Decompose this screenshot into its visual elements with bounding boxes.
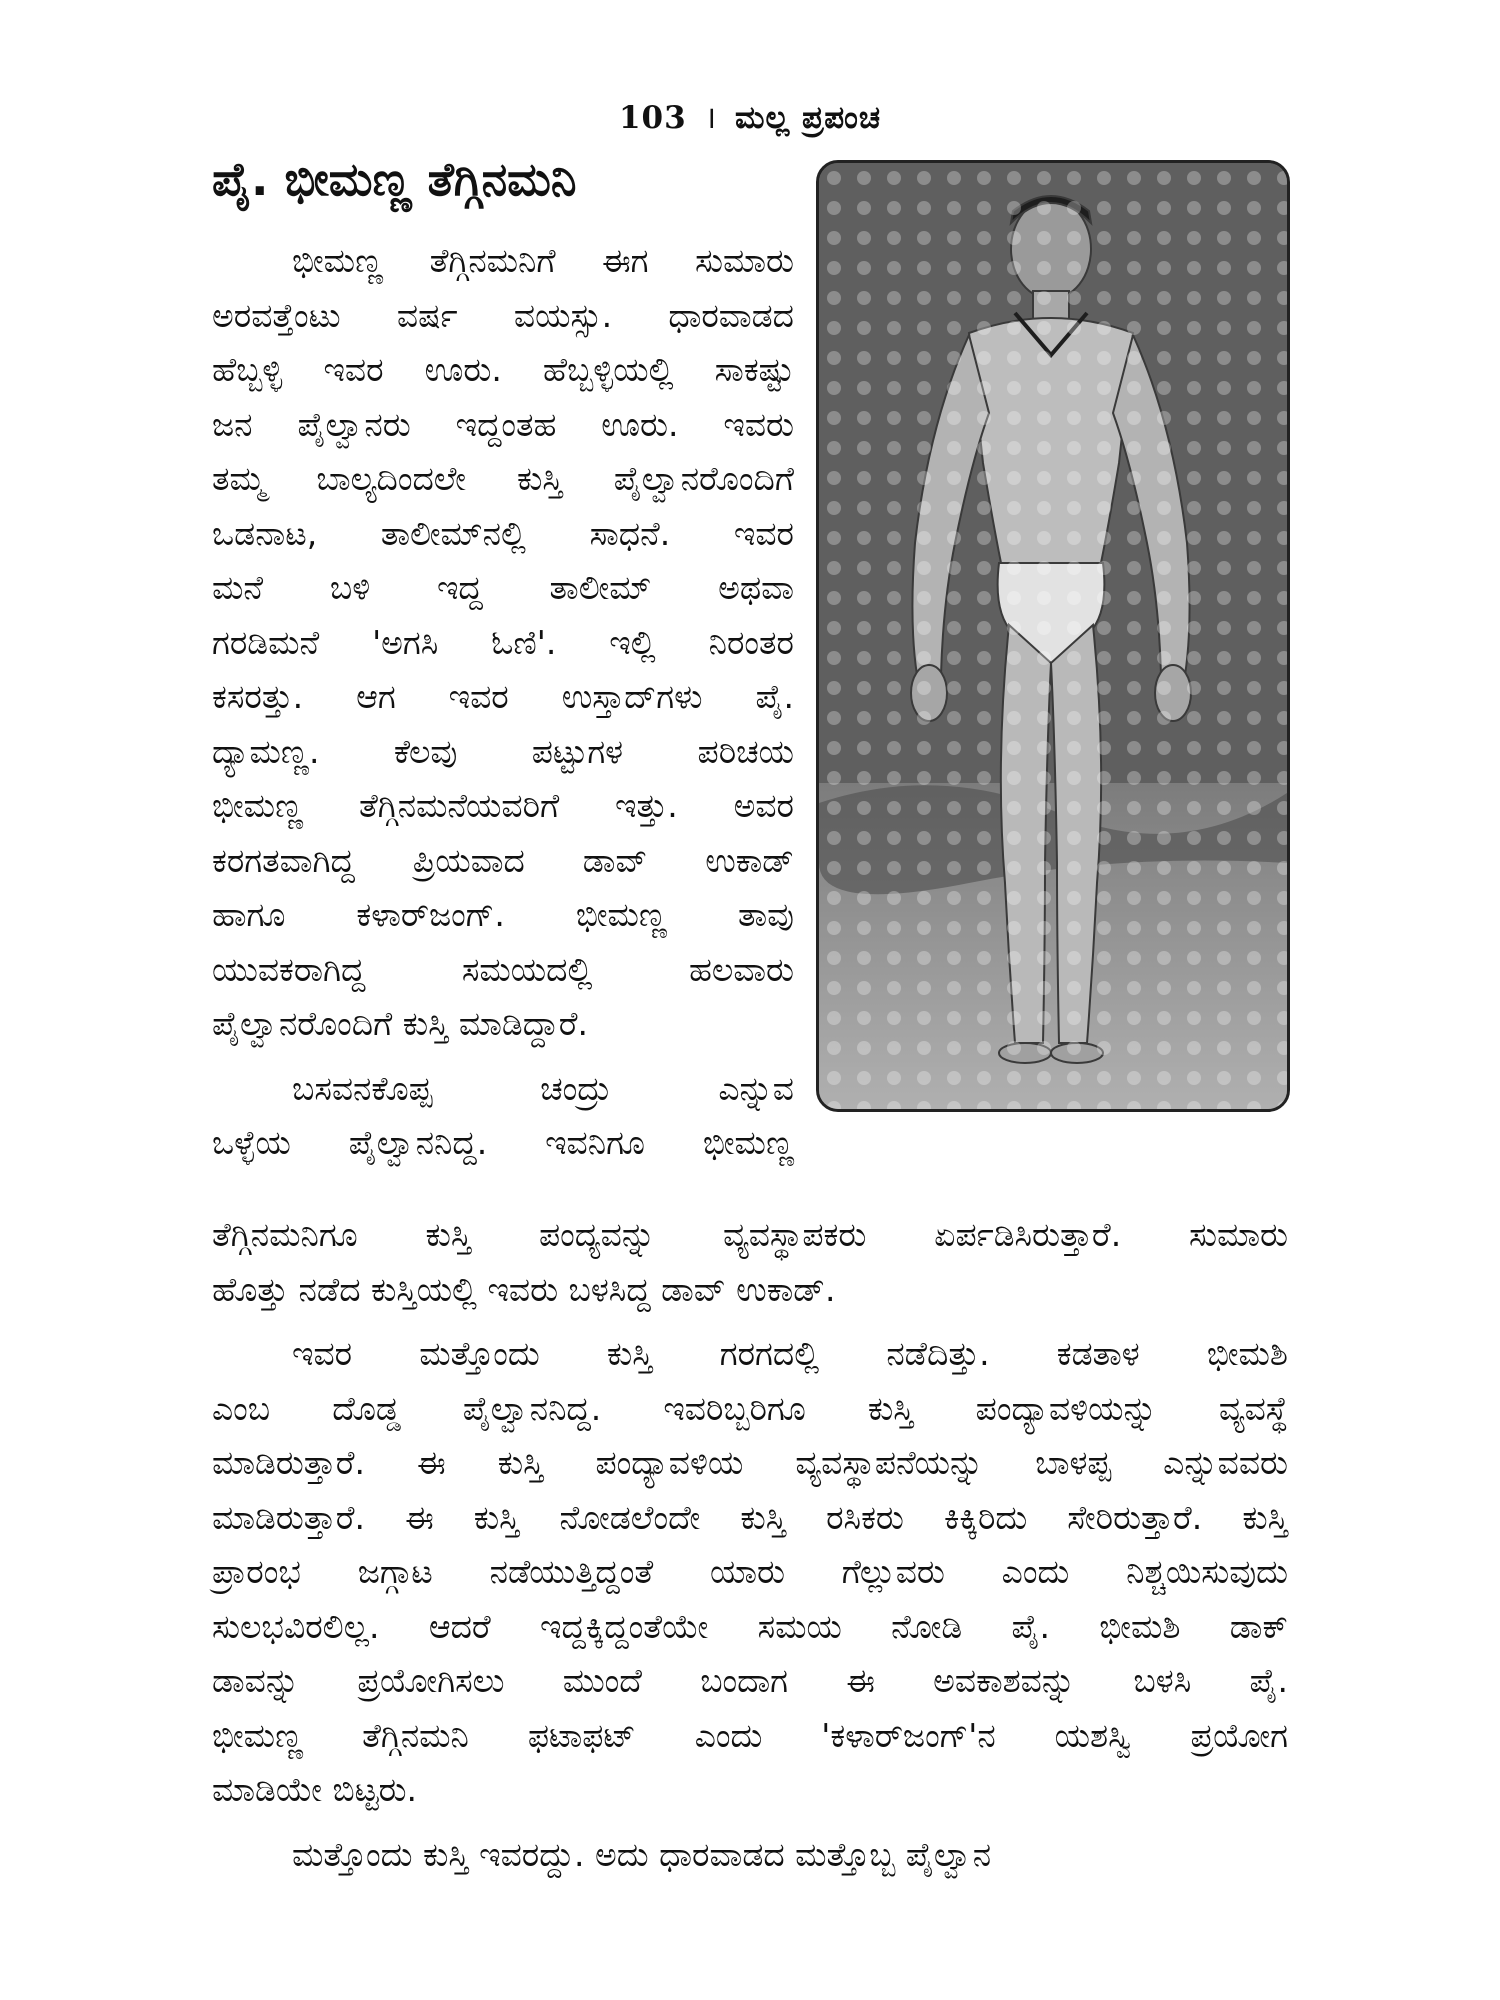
text-line: ಸುಲಭವಿರಲಿಲ್ಲ. ಆದರೆ ಇದ್ದಕ್ಕಿದ್ದಂತೆಯೇ ಸಮಯ ನೋಡಿ ಪೈ. ಭೀಮಶಿ ಡಾಕ್ [212, 1606, 1288, 1646]
text-line: ಭೀಮಣ್ಣ ತೆಗ್ಗಿನಮನಿಗೆ ಈಗ ಸುಮಾರು [292, 241, 794, 280]
full-width-text [212, 1208, 1288, 1882]
text-line: ಭೀಮಣ್ಣ ತೆಗ್ಗಿನಮನಿ ಫಟಾಫಟ್ ಎಂದು 'ಕಳಾರ್‌ಜಂಗ್'ನ ಯಶಸ್ವಿ ಪ್ರಯೋಗ [212, 1715, 1288, 1755]
text-line: ಹೆಬ್ಬಳ್ಳಿ ಇವರ ಊರು. ಹೆಬ್ಬಳ್ಳಿಯಲ್ಲಿ ಸಾಕಷ್ಟು [212, 350, 794, 389]
text-line: ಪ್ರಾರಂಭ ಜಗ್ಗಾಟ ನಡೆಯುತ್ತಿದ್ದಂತೆ ಯಾರು ಗೆಲ್ಲುವರು ಎಂದು ನಿಶ್ಚಯಿಸುವುದು [212, 1552, 1288, 1591]
text-line: ಜನ ಪೈಲ್ವಾನರು ಇದ್ದಂತಹ ಊರು. ಇವರು [212, 404, 794, 444]
text-line: ಮನೆ ಬಳಿ ಇದ್ದ ತಾಲೀಮ್ ಅಥವಾ [212, 568, 794, 607]
page-number: 103 [618, 100, 687, 136]
text-line: ದ್ಯಾಮಣ್ಣ. ಕೆಲವು ಪಟ್ಟುಗಳ ಪರಿಚಯ [212, 731, 794, 771]
text-line: ಭೀಮಣ್ಣ ತೆಗ್ಗಿನಮನೆಯವರಿಗೆ ಇತ್ತು. ಅವರ [212, 786, 794, 825]
text-line: ಮತ್ತೊಂದು ಕುಸ್ತಿ ಇವರದ್ದು. ಅದು ಧಾರವಾಡದ ಮತ್ತೊಬ್ಬ ಪೈಲ್ವಾನ [292, 1834, 992, 1874]
text-line: ಒಡನಾಟ, ತಾಲೀಮ್‌ನಲ್ಲಿ ಸಾಧನೆ. ಇವರ [212, 513, 794, 553]
text-line: ಕರಗತವಾಗಿದ್ದ ಪ್ರಿಯವಾದ ಡಾವ್ ಉಕಾಡ್ [212, 840, 794, 880]
text-line: ಮಾಡಿಯೇ ಬಿಟ್ಟರು. [212, 1770, 418, 1809]
text-line: ಪೈಲ್ವಾನರೊಂದಿಗೆ ಕುಸ್ತಿ ಮಾಡಿದ್ದಾರೆ. [212, 1004, 588, 1043]
book-title: ಮಲ್ಲ ಪ್ರಪಂಚ [735, 100, 882, 136]
wrestler-photo [816, 160, 1290, 1112]
text-line: ಅರವತ್ತೆಂಟು ವರ್ಷ ವಯಸ್ಸು. ಧಾರವಾಡದ [212, 295, 794, 335]
text-line: ಡಾವನ್ನು ಪ್ರಯೋಗಿಸಲು ಮುಂದೆ ಬಂದಾಗ ಈ ಅವಕಾಶವನ್ನು ಬಳಸಿ ಪೈ. [212, 1661, 1288, 1700]
column-text [212, 234, 794, 1171]
text-line: ಕಸರತ್ತು. ಆಗ ಇವರ ಉಸ್ತಾದ್‌ಗಳು ಪೈ. [212, 677, 794, 716]
text-line: ಮಾಡಿರುತ್ತಾರೆ. ಈ ಕುಸ್ತಿ ನೋಡಲೆಂದೇ ಕುಸ್ತಿ ರಸಿಕರು ಕಿಕ್ಕಿರಿದು ಸೇರಿರುತ್ತಾರೆ. ಕುಸ್ತಿ [212, 1497, 1288, 1537]
text-line: ಗರಡಿಮನೆ 'ಅಗಸಿ ಓಣಿ'. ಇಲ್ಲಿ ನಿರಂತರ [212, 622, 794, 662]
wrestler-figure [819, 163, 1287, 1109]
text-line: ಒಳ್ಳೆಯ ಪೈಲ್ವಾನನಿದ್ದ. ಇವನಿಗೂ ಭೀಮಣ್ಣ [212, 1123, 794, 1162]
page-header [0, 96, 1500, 138]
text-line: ತಮ್ಮ ಬಾಲ್ಯದಿಂದಲೇ ಕುಸ್ತಿ ಪೈಲ್ವಾನರೊಂದಿಗೆ [212, 459, 794, 498]
text-line: ತೆಗ್ಗಿನಮನಿಗೂ ಕುಸ್ತಿ ಪಂದ್ಯವನ್ನು ವ್ಯವಸ್ಥಾಪಕರು ಏರ್ಪಡಿಸಿರುತ್ತಾರೆ. ಸುಮಾರು [212, 1215, 1288, 1254]
header-separator: । [704, 100, 718, 136]
text-line: ಹಾಗೂ ಕಳಾರ್‌ಜಂಗ್. ಭೀಮಣ್ಣ ತಾವು [212, 895, 794, 934]
text-line: ಬಸವನಕೊಪ್ಪ ಚಂದ್ರು ಎನ್ನುವ [292, 1068, 794, 1108]
article-title: ಪೈ. ಭೀಮಣ್ಣ ತೆಗ್ಗಿನಮನಿ [212, 152, 577, 206]
text-line: ಮಾಡಿರುತ್ತಾರೆ. ಈ ಕುಸ್ತಿ ಪಂದ್ಯಾವಳಿಯ ವ್ಯವಸ್ಥಾಪನೆಯನ್ನು ಬಾಳಪ್ಪ ಎನ್ನುವವರು [212, 1443, 1288, 1482]
text-line: ಇವರ ಮತ್ತೊಂದು ಕುಸ್ತಿ ಗರಗದಲ್ಲಿ ನಡೆದಿತ್ತು. ಕಡತಾಳ ಭೀಮಶಿ [292, 1334, 1288, 1373]
text-line: ಯುವಕರಾಗಿದ್ದ ಸಮಯದಲ್ಲಿ ಹಲವಾರು [212, 949, 794, 989]
text-line: ಎಂಬ ದೊಡ್ಡ ಪೈಲ್ವಾನನಿದ್ದ. ಇವರಿಬ್ಬರಿಗೂ ಕುಸ್ತಿ ಪಂದ್ಯಾವಳಿಯನ್ನು ವ್ಯವಸ್ಥೆ [212, 1388, 1288, 1428]
text-line: ಹೊತ್ತು ನಡೆದ ಕುಸ್ತಿಯಲ್ಲಿ ಇವರು ಬಳಸಿದ್ದ ಡಾವ್ ಉಕಾಡ್. [212, 1269, 836, 1309]
